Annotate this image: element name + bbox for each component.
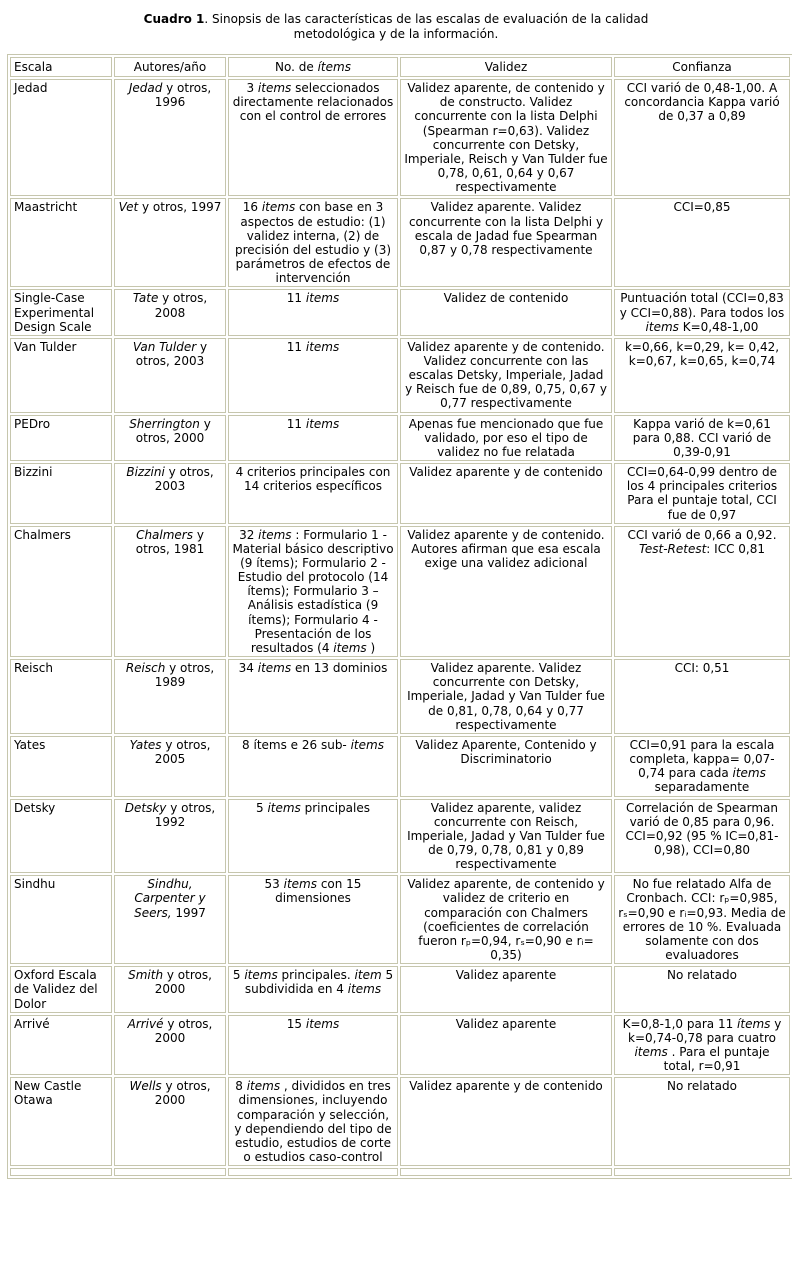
italic-text: items [350, 737, 384, 752]
italic-text: Sindhu, Carpenter y Seers, [134, 877, 206, 920]
table-row [10, 415, 790, 461]
table-row [10, 338, 790, 413]
cell-confianza [614, 526, 790, 657]
cell-autores [114, 736, 226, 797]
caption-label: Cuadro 1 [143, 12, 205, 26]
italic-text: items [732, 766, 766, 781]
table-row [10, 198, 790, 287]
cell-validez: Validez aparente y de contenido [400, 463, 612, 524]
table-row [10, 659, 790, 734]
italic-text: Van Tulder [132, 339, 197, 354]
cell-escala: Van Tulder [10, 338, 112, 413]
cell-items [228, 289, 398, 335]
cell-confianza [614, 1015, 790, 1076]
cell-items [228, 1168, 398, 1176]
italic-text: Arrivé [127, 1016, 164, 1031]
cell-items [228, 966, 398, 1012]
cell-escala: Oxford Escala de Validez del Dolor [10, 966, 112, 1012]
cell-items [228, 875, 398, 964]
table-row [10, 1168, 790, 1176]
text: y otros, 2003 [135, 339, 208, 368]
text: y otros, 1981 [135, 527, 205, 556]
table-row [10, 79, 790, 196]
cell-validez: Validez aparente [400, 1015, 612, 1076]
cell-confianza: Kappa varió de k=0,61 para 0,88. CCI varió de 0,39-0,91 [614, 415, 790, 461]
text: 3 [246, 81, 258, 96]
cell-escala: Maastricht [10, 198, 112, 287]
header-row [10, 57, 790, 77]
text: 15 [286, 1016, 306, 1031]
table-row [10, 526, 790, 657]
text: y otros, 2000 [135, 416, 211, 445]
cell-escala [10, 1168, 112, 1176]
text: 1997 [171, 905, 206, 920]
table-row [10, 799, 790, 874]
text: 11 [286, 416, 306, 431]
cell-validez: Validez Aparente, Contenido y Discriminatorio [400, 736, 612, 797]
text: Escala [14, 60, 53, 74]
text: : Formulario 1 - Material básico descriptivo (9 ítems); Formulario 2 - Estudio del protocolo (14 ítems); Formulario 3 – Análisis estadística (9 ítems); Formulario 4 - Presentación de los resultados (4 [232, 527, 394, 655]
text: con 15 dimensiones [275, 877, 362, 906]
cell-escala: Detsky [10, 799, 112, 874]
text: 8 [235, 1079, 247, 1094]
text: con base en 3 aspectos de estudio: (1) validez interna, (2) de precisión del estudio y (3) parámetros de efectos de intervención [234, 200, 392, 286]
text: , divididos en tres dimensiones, incluyendo comparación y selección, y dependiendo del tipo de estudio, estudios de corte o estudios caso-control [234, 1079, 392, 1165]
italic-text: Wells [129, 1079, 162, 1094]
table-caption [126, 12, 666, 42]
cell-autores [114, 526, 226, 657]
text: 11 [286, 291, 306, 306]
cell-validez: Validez aparente, validez concurrente con Reisch, Imperiale, Jadad y Van Tulder fue de 0,79, 0,78, 0,81 y 0,89 respectivamente [400, 799, 612, 874]
cell-items [228, 198, 398, 287]
cell-autores [114, 79, 226, 196]
cell-validez: Validez aparente. Validez concurrente con la lista Delphi y escala de Jadad fue Spearman 0,87 y 0,78 respectivamente [400, 198, 612, 287]
cell-autores [114, 966, 226, 1012]
text: K=0,8-1,0 para 11 [622, 1016, 738, 1031]
italic-text: items [305, 291, 340, 306]
text: CCI varió de 0,66 a 0,92. [627, 527, 777, 542]
italic-text: Reisch [125, 661, 166, 676]
cell-autores [114, 338, 226, 413]
text: y otros, 2003 [154, 465, 214, 494]
cell-confianza [614, 1168, 790, 1176]
cell-confianza: No relatado [614, 966, 790, 1012]
table-row [10, 463, 790, 524]
italic-text: items [244, 968, 278, 983]
cell-confianza: CCI=0,85 [614, 198, 790, 287]
text: Autores/año [133, 60, 207, 74]
cell-items [228, 79, 398, 196]
text: en 13 dominios [291, 661, 388, 676]
header-cell-confianza [614, 57, 790, 77]
text: Puntuación total (CCI=0,83 y CCI=0,88). Para todos los [619, 291, 785, 320]
italic-text: Sherrington [129, 416, 200, 431]
text: y otros, 2000 [154, 968, 212, 997]
text: principales. [277, 968, 355, 983]
cell-items [228, 1015, 398, 1076]
cell-confianza: CCI: 0,51 [614, 659, 790, 734]
text: 11 [286, 339, 306, 354]
text: principales [300, 800, 370, 815]
italic-text: item [354, 968, 382, 983]
text: y otros, 1992 [154, 800, 216, 829]
italic-text: Smith [128, 968, 164, 983]
text: No. de [275, 60, 318, 74]
cell-items [228, 415, 398, 461]
text: . Para el puntaje total, r=0,91 [663, 1045, 770, 1074]
cell-items [228, 338, 398, 413]
cell-items [228, 526, 398, 657]
italic-text: Bizzini [126, 465, 165, 480]
header-cell-items [228, 57, 398, 77]
cell-escala: Bizzini [10, 463, 112, 524]
italic-text: ítems [317, 60, 351, 74]
cell-items: 4 criterios principales con 14 criterios específicos [228, 463, 398, 524]
italic-text: Test-Retest [639, 541, 707, 556]
italic-text: Tate [132, 291, 159, 306]
text: 34 [238, 661, 258, 676]
text: 53 [264, 877, 284, 892]
table-row [10, 1015, 790, 1076]
text: ) [366, 640, 376, 655]
cell-confianza: CCI varió de 0,48-1,00. A concordancia Kappa varió de 0,37 a 0,89 [614, 79, 790, 196]
cell-validez: Validez aparente, de contenido y de constructo. Validez concurrente con la lista Delphi (Spearman r=0,63). Validez concurrente con Detsky, Imperiale, Reisch y Van Tulder fue 0,78, 0,61, 0,64 y 0,67 respectivamente [400, 79, 612, 196]
table-body [10, 79, 790, 1176]
text: : ICC 0,81 [706, 541, 765, 556]
table-row [10, 289, 790, 335]
cell-validez: Validez aparente. Validez concurrente con Detsky, Imperiale, Jadad y Van Tulder fue de 0,81, 0,78, 0,64 y 0,77 respectivamente [400, 659, 612, 734]
cell-autores [114, 875, 226, 964]
italic-text: Jedad [128, 81, 163, 96]
cell-autores [114, 659, 226, 734]
italic-text: Yates [129, 737, 162, 752]
text: y otros, 1996 [154, 81, 212, 110]
cell-validez: Validez aparente y de contenido. Validez concurrente con las escalas Detsky, Imperiale, Jadad y Reisch fue de 0,89, 0,75, 0,67 y 0,77 respectivamente [400, 338, 612, 413]
table-head [10, 57, 790, 77]
italic-text: items [333, 640, 367, 655]
cell-validez: Validez aparente [400, 966, 612, 1012]
caption-text: . Sinopsis de las características de las escalas de evaluación de la calidad metodológica y de la información. [204, 12, 649, 41]
cell-autores [114, 415, 226, 461]
italic-text: Vet [118, 200, 139, 215]
text: 5 [232, 968, 245, 983]
cell-validez: Validez aparente y de contenido. Autores afirman que esa escala exige una validez adicional [400, 526, 612, 657]
cell-escala: Jedad [10, 79, 112, 196]
cell-validez: Validez aparente, de contenido y validez de criterio en comparación con Chalmers (coeficientes de correlación fueron rₚ=0,94, rₛ=0,90 e rᵢ= 0,35) [400, 875, 612, 964]
text: y otros, 2008 [154, 291, 208, 320]
text: y otros, 2005 [154, 737, 211, 767]
italic-text: items [257, 81, 292, 96]
cell-confianza: No fue relatado Alfa de Cronbach. CCI: rₚ=0,985, rₛ=0,90 e rᵢ=0,93. Media de errores de 10 %. Evaluada solamente con dos evaluadores [614, 875, 790, 964]
cell-escala: Reisch [10, 659, 112, 734]
text: separadamente [654, 780, 750, 795]
cell-items [228, 659, 398, 734]
scales-synopsis-table [7, 54, 792, 1179]
cell-autores [114, 1168, 226, 1176]
table-row [10, 736, 790, 797]
text: 8 ítems e 26 sub- [242, 737, 351, 752]
italic-text: items [347, 982, 382, 997]
cell-escala: Chalmers [10, 526, 112, 657]
italic-text: items [645, 319, 679, 334]
text: y otros, 1997 [138, 200, 222, 215]
text: 16 [242, 200, 262, 215]
cell-items [228, 736, 398, 797]
cell-autores [114, 198, 226, 287]
italic-text: items [261, 200, 296, 215]
cell-escala: Arrivé [10, 1015, 112, 1076]
table-row [10, 875, 790, 964]
text: 5 [255, 800, 268, 815]
cell-confianza: No relatado [614, 1077, 790, 1166]
italic-text: ítems [737, 1016, 771, 1031]
text: 32 [239, 527, 259, 542]
italic-text: Detsky [124, 800, 167, 815]
cell-items [228, 799, 398, 874]
italic-text: Chalmers [136, 527, 193, 542]
italic-text: items [634, 1045, 668, 1059]
cell-escala: New Castle Otawa [10, 1077, 112, 1166]
italic-text: items [283, 877, 317, 892]
cell-confianza: CCI=0,64-0,99 dentro de los 4 principales criterios Para el puntaje total, CCI fue de 0,97 [614, 463, 790, 524]
cell-validez: Validez de contenido [400, 289, 612, 335]
cell-escala: Yates [10, 736, 112, 797]
header-cell-autores [114, 57, 226, 77]
text: y otros, 1989 [154, 661, 215, 690]
text: y k=0,74-0,78 para cuatro [628, 1016, 782, 1045]
cell-confianza [614, 736, 790, 797]
italic-text: items [258, 527, 292, 542]
cell-autores [114, 1077, 226, 1166]
cell-escala: PEDro [10, 415, 112, 461]
cell-confianza [614, 289, 790, 335]
italic-text: items [267, 800, 301, 815]
cell-confianza: Correlación de Spearman varió de 0,85 para 0,96. CCI=0,92 (95 % IC=0,81-0,98), CCI=0,80 [614, 799, 790, 874]
text: 5 subdividida en 4 [244, 968, 394, 997]
italic-text: items [246, 1079, 281, 1094]
italic-text: items [257, 661, 292, 676]
italic-text: items [305, 1016, 340, 1031]
cell-confianza: k=0,66, k=0,29, k= 0,42, k=0,67, k=0,65, k=0,74 [614, 338, 790, 413]
table-row [10, 1077, 790, 1166]
header-cell-validez [400, 57, 612, 77]
text: y otros, 2000 [154, 1016, 213, 1045]
table-row [10, 966, 790, 1012]
cell-items [228, 1077, 398, 1166]
cell-validez [400, 1168, 612, 1176]
text: y otros, 2000 [154, 1079, 211, 1108]
text: K=0,48-1,00 [678, 319, 759, 334]
text: CCI=0,91 para la escala completa, kappa= 0,07-0,74 para cada [629, 737, 775, 781]
cell-validez: Apenas fue mencionado que fue validado, por eso el tipo de validez no fue relatada [400, 415, 612, 461]
header-cell-escala [10, 57, 112, 77]
cell-autores [114, 289, 226, 335]
italic-text: items [305, 339, 340, 354]
italic-text: items [305, 416, 340, 431]
cell-escala: Sindhu [10, 875, 112, 964]
cell-autores [114, 1015, 226, 1076]
cell-autores [114, 799, 226, 874]
cell-autores [114, 463, 226, 524]
cell-escala: Single-Case Experimental Design Scale [10, 289, 112, 335]
cell-validez: Validez aparente y de contenido [400, 1077, 612, 1166]
text: Confianza [672, 60, 732, 74]
text: seleccionados directamente relacionados con el control de errores [232, 81, 394, 124]
text: Validez [484, 60, 528, 74]
